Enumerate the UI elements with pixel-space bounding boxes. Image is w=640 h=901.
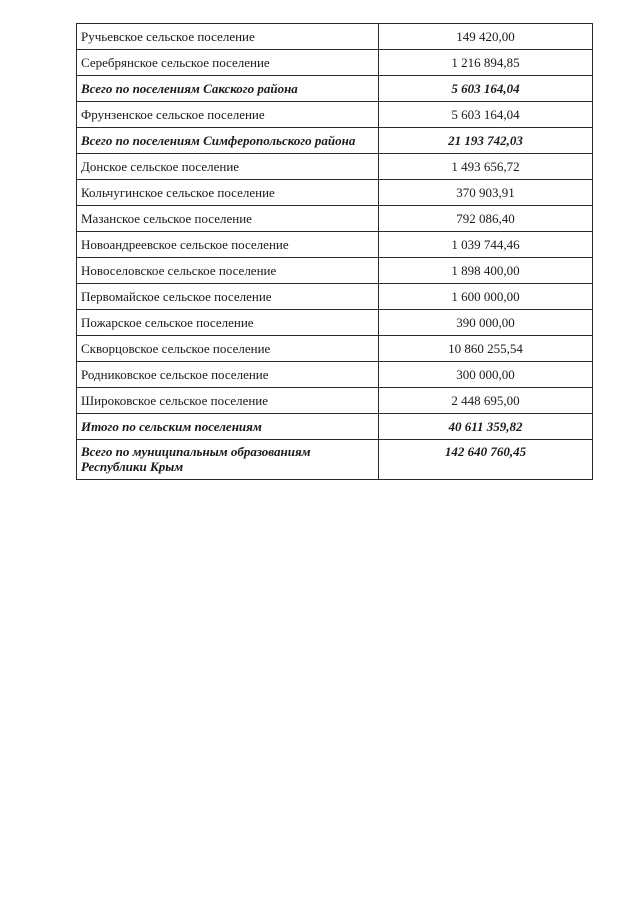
amount-value: 300 000,00 [379, 362, 593, 388]
total-label: Итого по сельским поселениям [77, 414, 379, 440]
amount-value: 1 493 656,72 [379, 154, 593, 180]
settlement-name: Ручьевское сельское поселение [77, 24, 379, 50]
amount-value: 149 420,00 [379, 24, 593, 50]
grand-total-amount: 142 640 760,45 [379, 440, 593, 480]
total-row [77, 414, 593, 440]
amount-value: 1 039 744,46 [379, 232, 593, 258]
table-row [77, 284, 593, 310]
settlement-name: Мазанское сельское поселение [77, 206, 379, 232]
amount-value: 5 603 164,04 [379, 102, 593, 128]
table-row [77, 232, 593, 258]
table-row [77, 258, 593, 284]
amount-value: 1 216 894,85 [379, 50, 593, 76]
settlement-name: Новоандреевское сельское поселение [77, 232, 379, 258]
settlement-name: Пожарское сельское поселение [77, 310, 379, 336]
amount-value: 10 860 255,54 [379, 336, 593, 362]
table-row [77, 336, 593, 362]
grand-total-row [77, 440, 593, 480]
subtotal-row [77, 128, 593, 154]
table-row [77, 310, 593, 336]
amount-value: 1 600 000,00 [379, 284, 593, 310]
budget-table [76, 23, 593, 480]
settlement-name: Донское сельское поселение [77, 154, 379, 180]
subtotal-label: Всего по поселениям Симферопольского района [77, 128, 379, 154]
table-row [77, 102, 593, 128]
subtotal-label: Всего по поселениям Сакского района [77, 76, 379, 102]
grand-total-label: Всего по муниципальным образованиям Республики Крым [77, 440, 379, 480]
subtotal-row [77, 76, 593, 102]
table-row [77, 154, 593, 180]
settlement-name: Новоселовское сельское поселение [77, 258, 379, 284]
total-amount: 40 611 359,82 [379, 414, 593, 440]
table-row [77, 180, 593, 206]
amount-value: 370 903,91 [379, 180, 593, 206]
amount-value: 1 898 400,00 [379, 258, 593, 284]
amount-value: 390 000,00 [379, 310, 593, 336]
settlement-name: Родниковское сельское поселение [77, 362, 379, 388]
settlement-name: Первомайское сельское поселение [77, 284, 379, 310]
amount-value: 792 086,40 [379, 206, 593, 232]
settlement-name: Серебрянское сельское поселение [77, 50, 379, 76]
table-row [77, 24, 593, 50]
table-row [77, 50, 593, 76]
amount-value: 2 448 695,00 [379, 388, 593, 414]
settlement-name: Кольчугинское сельское поселение [77, 180, 379, 206]
table-row [77, 362, 593, 388]
table-row [77, 206, 593, 232]
settlement-name: Фрунзенское сельское поселение [77, 102, 379, 128]
subtotal-amount: 21 193 742,03 [379, 128, 593, 154]
subtotal-amount: 5 603 164,04 [379, 76, 593, 102]
settlement-name: Широковское сельское поселение [77, 388, 379, 414]
settlement-name: Скворцовское сельское поселение [77, 336, 379, 362]
table-row [77, 388, 593, 414]
